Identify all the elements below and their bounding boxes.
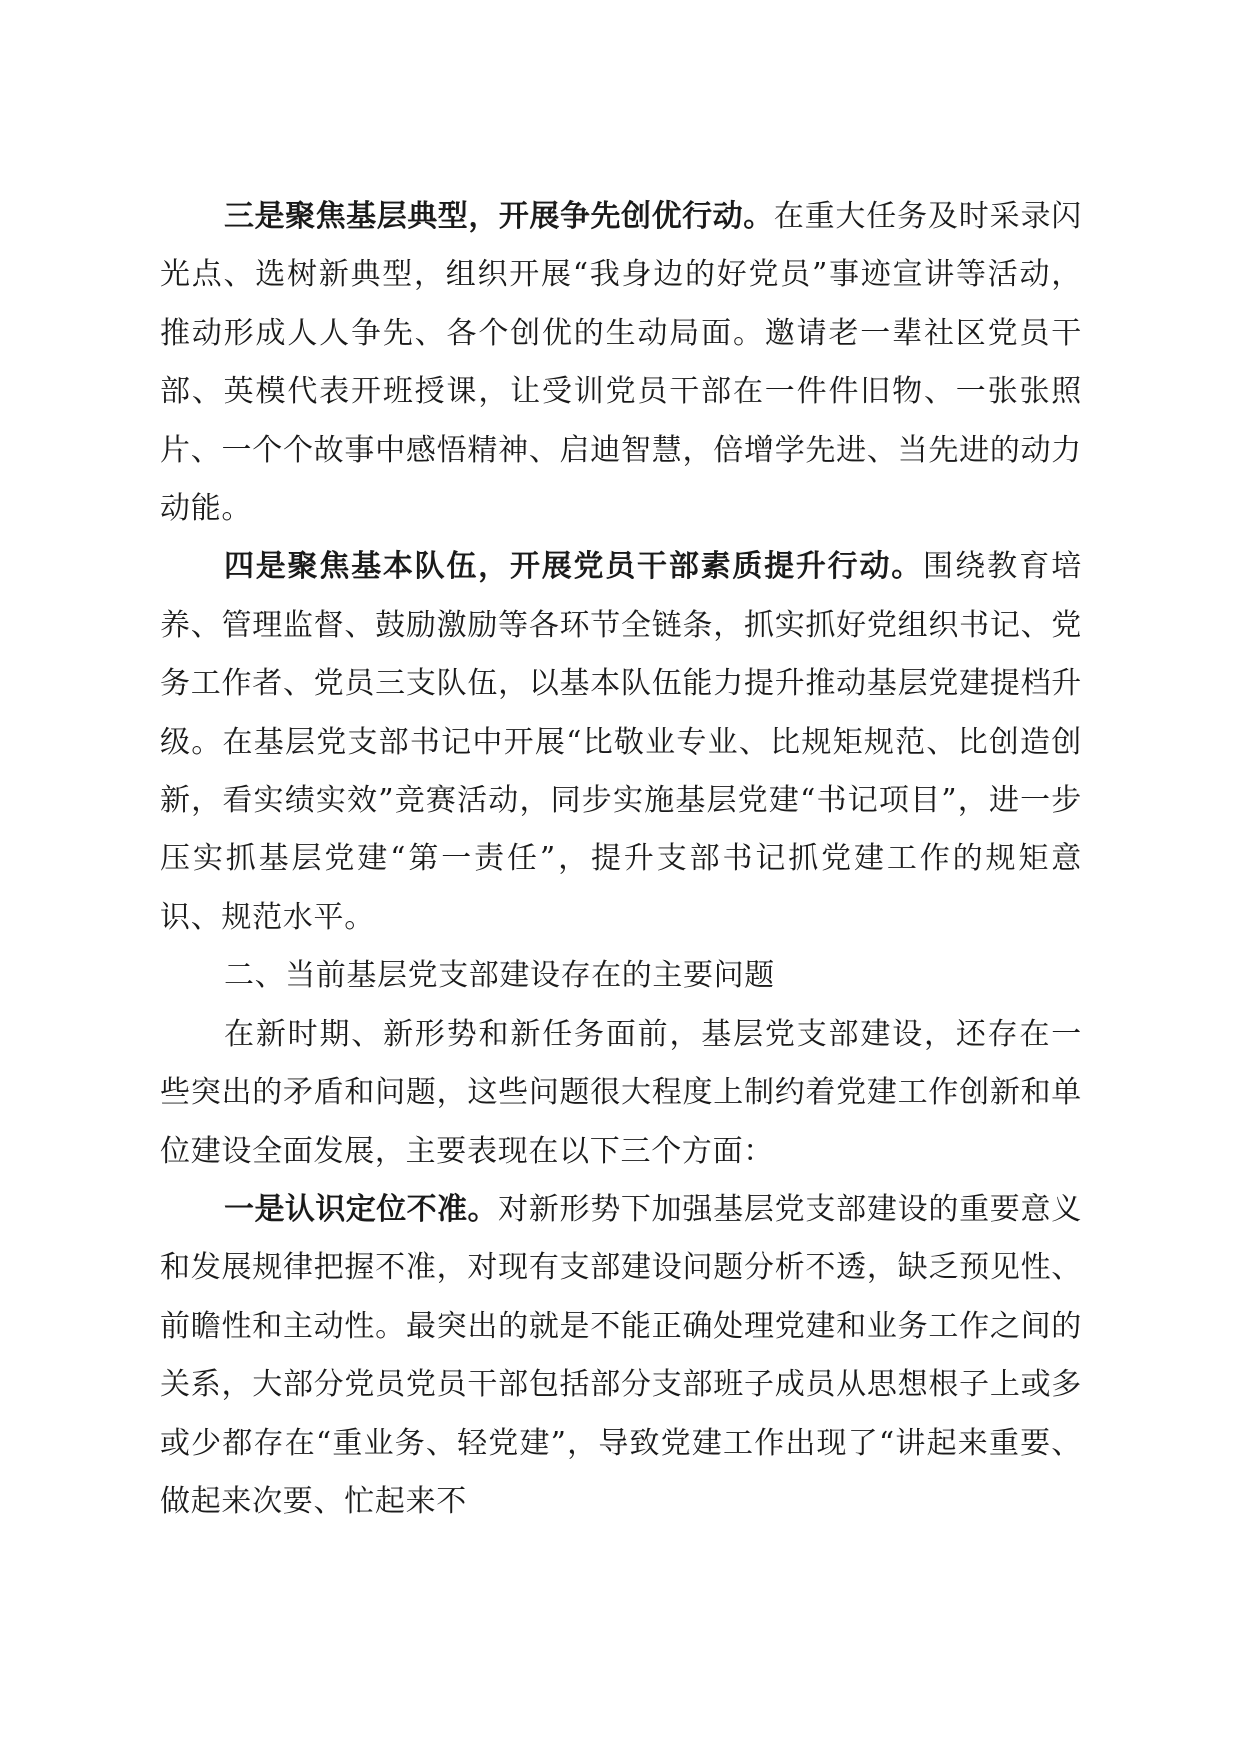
paragraph-lead: 三是聚焦基层典型，开展争先创优行动。 <box>224 199 774 234</box>
paragraph-body: 在重大任务及时采录闪光点、选树新典型，组织开展“我身边的好党员”事迹宣讲等活动，推动形成人人争先、各个创优的生动局面。邀请老一辈社区党员干部、英模代表开班授课，让受训党员干部在一件件旧物、一张张照片、一个个故事中感悟精神、启迪智慧，倍增学先进、当先进的动力动能。 <box>160 199 1082 527</box>
paragraph-point-three <box>160 188 1082 538</box>
section-heading: 二、当前基层党支部建设存在的主要问题 <box>224 958 775 994</box>
paragraph-point-one <box>160 1181 1082 1531</box>
paragraph-lead: 四是聚焦基本队伍，开展党员干部素质提升行动。 <box>224 549 923 585</box>
paragraph-point-four <box>160 538 1082 947</box>
intro-paragraph: 在新时期、新形势和新任务面前，基层党支部建设，还存在一些突出的矛盾和问题，这些问题很大程度上制约着党建工作创新和单位建设全面发展，主要表现在以下三个方面： <box>160 1016 1082 1169</box>
paragraph-body: 对新形势下加强基层党支部建设的重要意义和发展规律把握不准，对现有支部建设问题分析不透，缺乏预见性、前瞻性和主动性。最突出的就是不能正确处理党建和业务工作之间的关系，大部分党员党员干部包括部分支部班子成员从思想根子上或多或少都存在“重业务、轻党建”，导致党建工作出现了“讲起来重要、做起来次要、忙起来不 <box>160 1191 1082 1519</box>
paragraph-body: 围绕教育培养、管理监督、鼓励激励等各环节全链条，抓实抓好党组织书记、党务工作者、党员三支队伍，以基本队伍能力提升推动基层党建提档升级。在基层党支部书记中开展“比敬业专业、比规矩规范、比创造创新，看实绩实效”竞赛活动，同步实施基层党建“书记项目”，进一步压实抓基层党建“第一责任”，提升支部书记抓党建工作的规矩意识、规范水平。 <box>160 549 1082 935</box>
document-page <box>160 188 1082 1531</box>
paragraph-lead: 一是认识定位不准。 <box>224 1191 498 1227</box>
